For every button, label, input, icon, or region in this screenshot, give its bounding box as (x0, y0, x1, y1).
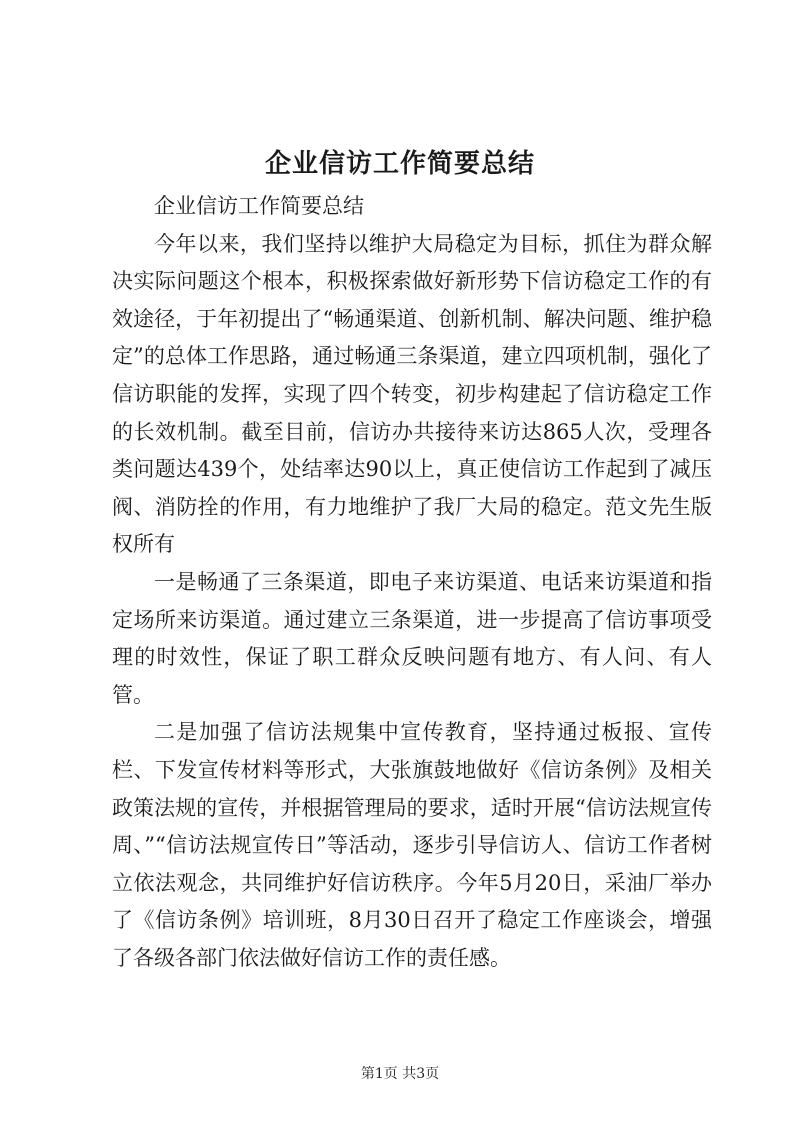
paragraph-education: 二是加强了信访法规集中宣传教育，坚持通过板报、宣传栏、下发宣传材料等形式，大张旗鼓地做好《信访条例》及相关政策法规的宣传，并根据管理局的要求，适时开展“信访法规宣传周、”“信访法规宣传日”等活动，逐步引导信访人、信访工作者树立依法观念，共同维护好信访秩序。今年5月20日，采油厂举办了《信访条例》培训班，8月30日召开了稳定工作座谈会，增强了各级各部门依法做好信访工作的责任感。 (112, 720, 712, 970)
paragraph-channels: 一是畅通了三条渠道，即电子来访渠道、电话来访渠道和指定场所来访渠道。通过建立三条渠道，进一步提高了信访事项受理的时效性，保证了职工群众反映问题有地方、有人问、有人管。 (112, 569, 712, 707)
document-body (112, 188, 712, 977)
page-number-footer: 第1页 共3页 (360, 1066, 440, 1082)
paragraph-subtitle: 企业信访工作简要总结 (154, 194, 364, 218)
document-title: 企业信访工作简要总结 (264, 149, 535, 179)
paragraph-intro: 今年以来，我们坚持以维护大局稳定为目标，抓住为群众解决实际问题这个根本，积极探索做好新形势下信访稳定工作的有效途径，于年初提出了“畅通渠道、创新机制、解决问题、维护稳定”的总体工作思路，通过畅通三条渠道，建立四项机制，强化了信访职能的发挥，实现了四个转变，初步构建起了信访稳定工作的长效机制。截至目前，信访办共接待来访达865人次，受理各类问题达439个，处结率达90以上，真正使信访工作起到了减压阀、消防拴的作用，有力地维护了我厂大局的稳定。范文先生版权所有 (112, 231, 712, 557)
